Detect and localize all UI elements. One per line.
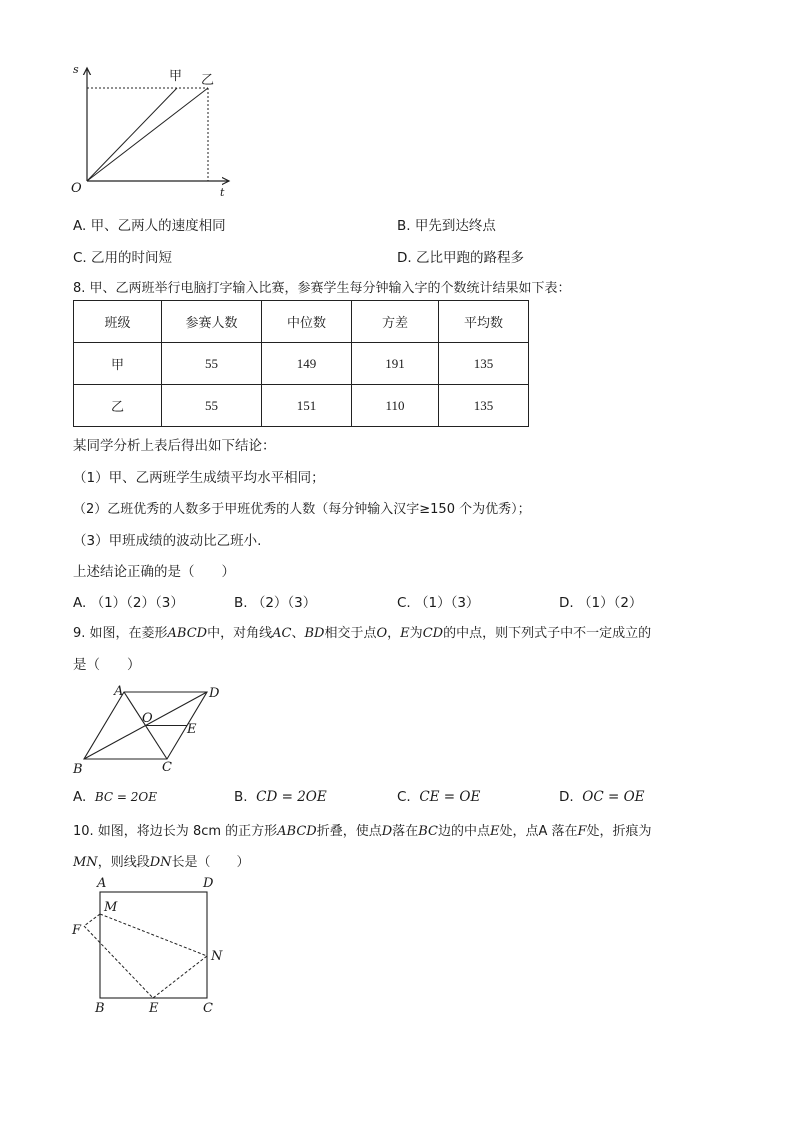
- jia-label: 甲: [169, 69, 183, 84]
- q10-stem-line2: [73, 851, 250, 870]
- q9-stem: [73, 622, 651, 641]
- header-cell: 班级: [74, 301, 162, 343]
- math-abcd: ABCD: [167, 626, 208, 641]
- vertex-b-label: B: [95, 1001, 105, 1016]
- stem-text: 长是（ ）: [171, 855, 250, 870]
- option-label: B.: [234, 789, 248, 805]
- q8-option-d[interactable]: D. （1）（2）: [559, 595, 643, 611]
- table-cell: 135: [439, 343, 529, 385]
- stem-text: 处，点A 落在: [499, 824, 578, 839]
- math-dn: DN: [149, 855, 172, 870]
- q9-option-d[interactable]: [559, 789, 645, 805]
- math-o: O: [376, 626, 388, 641]
- option-expr: CD = 2OE: [256, 789, 327, 805]
- table-cell: 191: [352, 343, 439, 385]
- q9-rhombus-figure: [70, 682, 230, 777]
- q10-square-figure: [66, 874, 236, 1019]
- q8-question: 上述结论正确的是（ ）: [73, 564, 235, 580]
- stem-text: 9. 如图，在菱形: [73, 626, 168, 641]
- yi-label: 乙: [201, 73, 215, 88]
- q9-stem-line2: 是（ ）: [73, 657, 141, 673]
- math-e: E: [489, 824, 500, 839]
- q8-option-c[interactable]: C. （1）（3）: [397, 595, 480, 611]
- vertex-a-label: A: [97, 876, 107, 891]
- stem-text: 的中点，则下列式子中不一定成立的: [443, 626, 652, 641]
- math-cd: CD: [422, 626, 444, 641]
- table-cell: 135: [439, 385, 529, 427]
- vertex-n-label: N: [211, 949, 223, 964]
- q9-option-a[interactable]: [73, 789, 157, 805]
- q8-conclusion-3: （3）甲班成绩的波动比乙班小.: [73, 533, 262, 549]
- table-cell: 55: [162, 343, 262, 385]
- math-d: D: [381, 824, 393, 839]
- q9-option-c[interactable]: [397, 789, 480, 805]
- yi-line: [87, 88, 208, 181]
- vertex-e-label: E: [149, 1001, 159, 1016]
- header-cell: 方差: [352, 301, 439, 343]
- option-label: C.: [397, 789, 411, 805]
- q8-option-a[interactable]: A. （1）（2）（3）: [73, 595, 184, 611]
- table-header-row: [74, 301, 529, 343]
- stem-text: 折叠，使点: [316, 824, 382, 839]
- q8-conclusion-1: （1）甲、乙两班学生成绩平均水平相同；: [73, 470, 325, 486]
- header-cell: 平均数: [439, 301, 529, 343]
- table-cell: 149: [262, 343, 352, 385]
- jia-line: [87, 88, 177, 181]
- header-cell: 参赛人数: [162, 301, 262, 343]
- q7-option-d[interactable]: D. 乙比甲跑的路程多: [397, 250, 524, 266]
- option-expr: OC = OE: [582, 789, 645, 805]
- q8-stem: 8. 甲、乙两班举行电脑打字输入比赛，参赛学生每分钟输入字的个数统计结果如下表：: [73, 281, 571, 296]
- stem-text: 边的中点: [437, 824, 490, 839]
- stem-text: 10. 如图，将边长为 8cm 的正方形: [73, 824, 278, 839]
- vertex-c-label: C: [203, 1001, 213, 1016]
- stem-text: 为: [409, 626, 423, 641]
- table-cell: 55: [162, 385, 262, 427]
- origin-label: O: [71, 181, 82, 196]
- axis-t-label: t: [220, 186, 225, 199]
- math-ac: AC: [272, 626, 292, 641]
- q7-option-b[interactable]: B. 甲先到达终点: [397, 218, 496, 234]
- vertex-f-label: F: [72, 923, 82, 938]
- stem-text: 处，折痕为: [586, 824, 652, 839]
- q8-table: [73, 300, 529, 427]
- vertex-d-label: D: [203, 876, 214, 891]
- q8-option-b[interactable]: B. （2）（3）: [234, 595, 317, 611]
- stem-text: ，: [387, 626, 401, 641]
- q7-option-c[interactable]: C. 乙用的时间短: [73, 250, 173, 266]
- vertex-a-label: A: [114, 684, 124, 699]
- q8-conclusion-2: （2）乙班优秀的人数多于甲班优秀的人数（每分钟输入汉字≥150 个为优秀）；: [73, 502, 531, 517]
- math-f: F: [577, 824, 587, 839]
- stem-text: 、: [291, 626, 305, 641]
- axis-s-label: s: [73, 63, 79, 76]
- vertex-c-label: C: [162, 760, 172, 775]
- q8-analysis: 某同学分析上表后得出如下结论：: [73, 438, 276, 454]
- table-cell: 乙: [74, 385, 162, 427]
- stem-text: 相交于点: [324, 626, 377, 641]
- option-label: A.: [73, 789, 87, 805]
- table-row: [74, 385, 529, 427]
- math-e: E: [400, 626, 410, 641]
- q7-st-graph: [62, 60, 237, 200]
- math-bd: BD: [304, 626, 325, 641]
- math-bc: BC: [418, 824, 438, 839]
- option-label: D.: [559, 789, 574, 805]
- header-cell: 中位数: [262, 301, 352, 343]
- table-row: [74, 343, 529, 385]
- table-cell: 151: [262, 385, 352, 427]
- math-abcd: ABCD: [277, 824, 317, 839]
- vertex-m-label: M: [104, 900, 118, 915]
- vertex-e-label: E: [187, 722, 197, 737]
- vertex-o-label: O: [142, 711, 153, 726]
- table-cell: 甲: [74, 343, 162, 385]
- vertex-b-label: B: [73, 762, 83, 777]
- table-cell: 110: [352, 385, 439, 427]
- option-expr: CE = OE: [419, 789, 481, 805]
- vertex-d-label: D: [209, 686, 220, 701]
- folded-quadrilateral: [84, 914, 207, 998]
- q9-option-b[interactable]: [234, 789, 327, 805]
- stem-text: 中，对角线: [207, 626, 273, 641]
- math-mn: MN: [73, 855, 98, 870]
- stem-text: ，则线段: [97, 855, 150, 870]
- stem-text: 落在: [392, 824, 419, 839]
- q10-stem: [73, 820, 652, 839]
- option-expr: BC = 2OE: [94, 790, 158, 804]
- q7-option-a[interactable]: A. 甲、乙两人的速度相同: [73, 218, 226, 234]
